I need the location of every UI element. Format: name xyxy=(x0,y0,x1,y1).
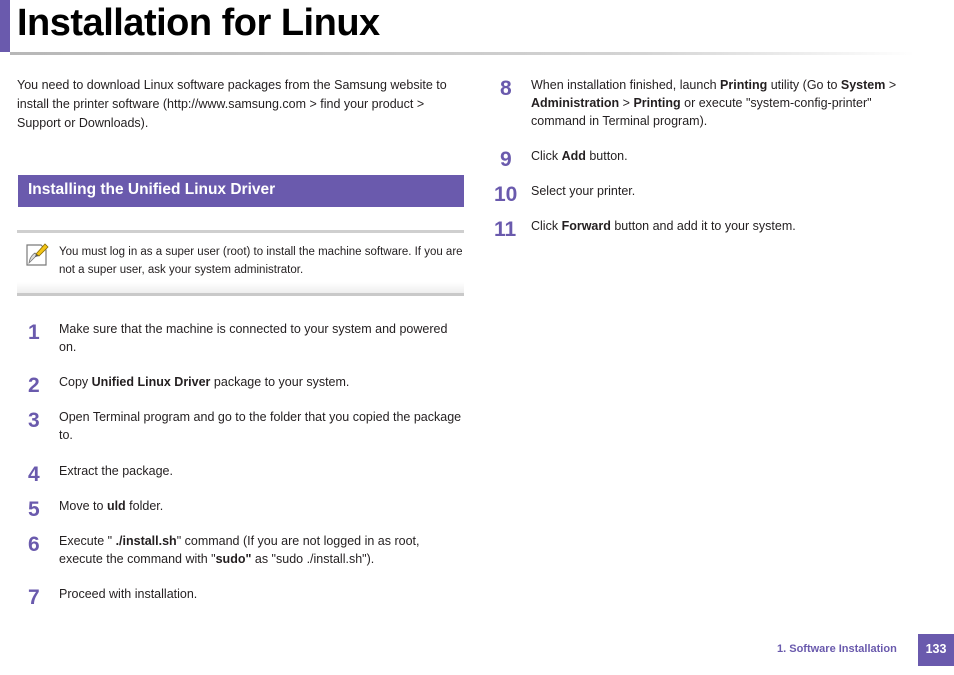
step-number: 9 xyxy=(500,148,512,171)
step-text-part: Click xyxy=(531,219,562,233)
step-text-bold: sudo" xyxy=(215,552,252,566)
step-number: 10 xyxy=(494,183,518,206)
step-text xyxy=(59,497,464,515)
step-text xyxy=(531,76,916,130)
step-text-part: Select your printer. xyxy=(531,184,636,198)
step-text-part: When installation finished, launch xyxy=(531,78,721,92)
step-text xyxy=(531,147,916,165)
step-text-part: Proceed with installation. xyxy=(59,587,198,601)
step-number: 8 xyxy=(500,77,512,100)
step-text xyxy=(531,217,916,235)
step-text-part: Extract the package. xyxy=(59,464,173,478)
step-text xyxy=(59,462,464,480)
step-text-part: as "sudo ./install.sh"). xyxy=(251,552,375,566)
step-text-part: > xyxy=(619,96,634,110)
step-text-part: button. xyxy=(585,149,628,163)
page-title: Installation for Linux xyxy=(17,2,380,44)
page-number-badge: 133 xyxy=(918,634,954,666)
step-number: 4 xyxy=(28,463,40,486)
step-text-part: Open Terminal program and go to the folder that you copied the package to. xyxy=(59,410,462,442)
note-divider xyxy=(17,293,464,296)
step-text-part: " command (If you are not logged in as root, execute the command with " xyxy=(59,534,420,566)
intro-paragraph: You need to download Linux software packages from the Samsung website to install the printer software (http://www.samsung.com > find your product > Support or Downloads). xyxy=(17,78,447,130)
step-text-bold: uld xyxy=(106,499,126,513)
step-text-part: utility (Go to xyxy=(767,78,841,92)
title-divider xyxy=(10,52,915,55)
step-text-part: or execute "system-config-printer" command in Terminal program). xyxy=(531,96,872,128)
note-pencil-icon xyxy=(25,242,49,268)
section-heading: Installing the Unified Linux Driver xyxy=(18,175,464,207)
step-text-part: button and add it to your system. xyxy=(610,219,796,233)
footer-chapter: 1. Software Installation xyxy=(777,643,897,655)
step-text-bold: Forward xyxy=(561,219,611,233)
note-box xyxy=(17,230,464,296)
step-text-part: Click xyxy=(531,149,562,163)
step-text xyxy=(531,182,916,200)
step-number: 1 xyxy=(28,321,40,344)
step-number: 7 xyxy=(28,586,40,609)
step-number: 11 xyxy=(494,218,517,241)
step-text-part: package to your system. xyxy=(210,375,350,389)
step-text-part: > xyxy=(885,78,897,92)
step-text-part: Copy xyxy=(59,375,92,389)
step-text-bold: Unified Linux Driver xyxy=(91,375,211,389)
step-text-bold: System xyxy=(840,78,886,92)
step-number: 6 xyxy=(28,533,40,556)
step-text xyxy=(59,585,464,603)
step-text-part: Make sure that the machine is connected to your system and powered on. xyxy=(59,322,448,354)
step-number: 5 xyxy=(28,498,40,521)
title-accent-bar xyxy=(0,0,10,52)
step-text xyxy=(59,532,464,568)
step-text xyxy=(59,373,464,391)
step-text xyxy=(59,320,464,356)
step-text-part: Move to xyxy=(59,499,107,513)
step-text-bold: Printing xyxy=(720,78,768,92)
step-text-part: folder. xyxy=(125,499,164,513)
step-text-bold: Printing xyxy=(633,96,681,110)
step-text-bold: Administration xyxy=(531,96,620,110)
step-text-bold: Add xyxy=(561,149,586,163)
step-text-bold: ./install.sh xyxy=(115,534,177,548)
step-number: 3 xyxy=(28,409,40,432)
step-number: 2 xyxy=(28,374,40,397)
step-text xyxy=(59,408,464,444)
note-text: You must log in as a super user (root) to install the machine software. If you are not a super user, ask your system administrator. xyxy=(59,246,463,276)
step-text-part: Execute " xyxy=(59,534,116,548)
